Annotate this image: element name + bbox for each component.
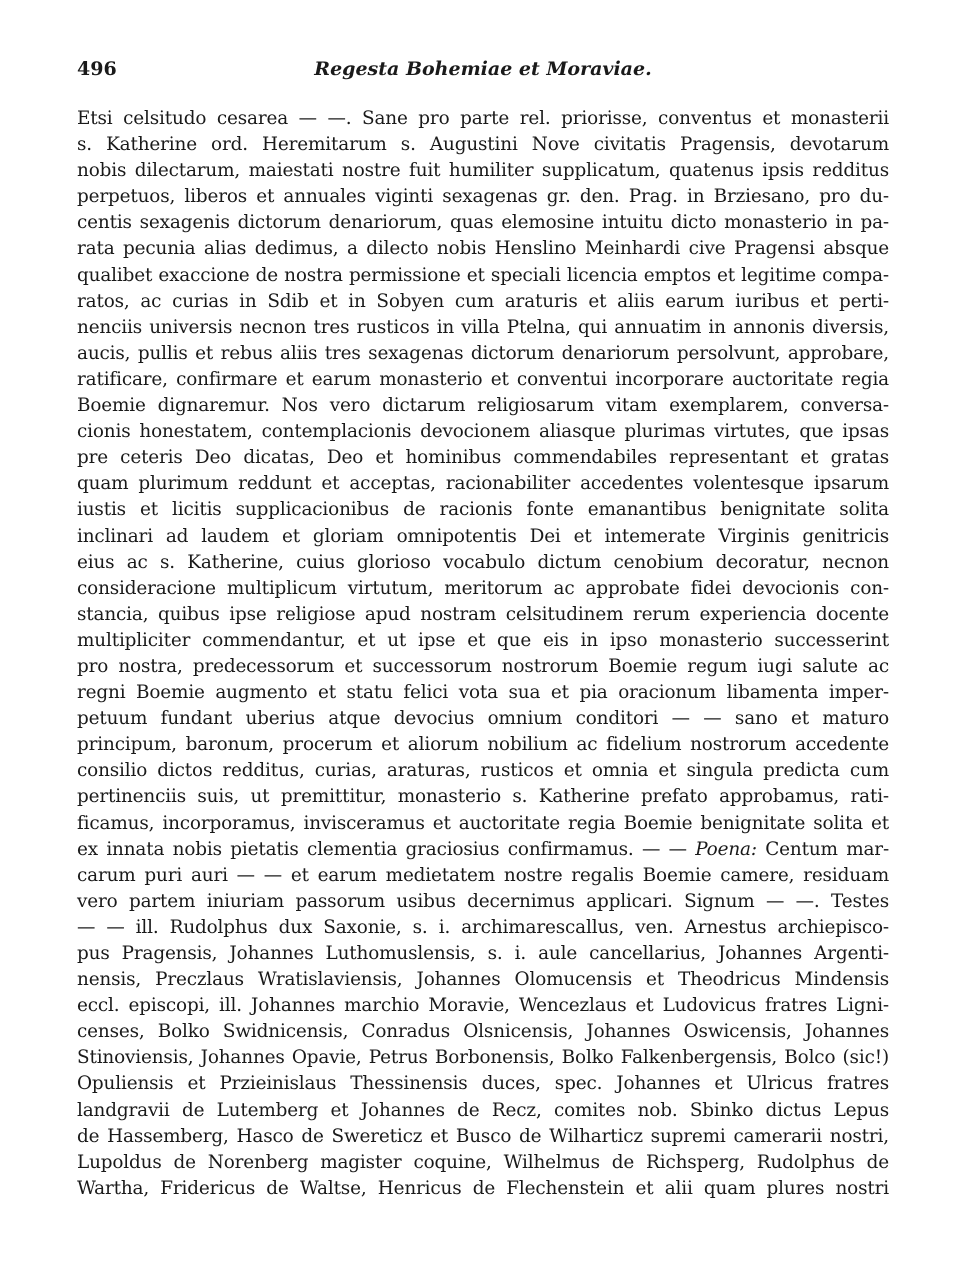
text-line: s. Katherine ord. Heremitarum s. Augustini Nove civitatis Pragensis, devotarum	[77, 134, 889, 156]
text-line: regni Boemie augmento et statu felici vota sua et pia oracionum libamenta imper-	[77, 682, 889, 704]
text-line: vero partem iniuriam passorum usibus decernimus applicari. Signum — —. Testes	[77, 890, 889, 912]
text-line: Etsi celsitudo cesarea — —. Sane pro parte rel. priorisse, conventus et monasterii	[77, 108, 889, 129]
text-line: de Hassemberg, Hasco de Swereticz et Busco de Wilharticz supremi camerarii nostri,	[77, 1125, 889, 1147]
text-line: iustis et licitis supplicacionibus de racionis fonte emanantibus benignitate solita	[77, 499, 889, 521]
text-line: ratificare, confirmare et earum monasterio et conventui incorporare auctoritate regia	[77, 368, 889, 390]
text-line: nensis, Preczlaus Wratislaviensis, Johannes Olomucensis et Theodricus Mindensis	[77, 969, 889, 991]
text-line: quam plurimum reddunt et acceptas, racionabiliter accedentes volentesque ipsarum	[77, 473, 889, 495]
text-line: rata pecunia alias dedimus, a dilecto nobis Henslino Meinhardi cive Pragensi absque	[77, 238, 889, 260]
text-line: pro nostra, predecessorum et successorum nostrorum Boemie regum iugi salute ac	[77, 655, 889, 677]
text-line: principum, baronum, procerum et aliorum nobilium ac fidelium nostrorum accedente	[77, 734, 889, 756]
text-line: consideracione multiplicum virtutum, meritorum ac approbate fidei devocionis con-	[77, 577, 889, 599]
text-line: ratos, ac curias in Sdib et in Sobyen cum araturis et aliis earum iuribus et perti-	[77, 290, 889, 312]
text-line: inclinari ad laudem et gloriam omnipotentis Dei et intemerate Virginis genitricis	[77, 525, 889, 547]
text-line: Stinoviensis, Johannes Opavie, Petrus Borbonensis, Bolko Falkenbergensis, Bolco (sic!)	[77, 1047, 889, 1069]
text-line: Lupoldus de Norenberg magister coquine, Wilhelmus de Richsperg, Rudolphus de	[77, 1151, 889, 1173]
running-title: Regesta Bohemiae et Moraviae.	[314, 58, 652, 80]
text-line: centis sexagenis dictorum denariorum, quas elemosine intuitu dicto monasterio in pa-	[77, 212, 889, 234]
text-line: — — ill. Rudolphus dux Saxonie, s. i. archimarescallus, ven. Arnestus archiepisco-	[77, 916, 889, 938]
text-line: censes, Bolko Swidnicensis, Conradus Olsnicensis, Johannes Oswicensis, Johannes	[77, 1021, 889, 1043]
text-line: cionis honestatem, contemplacionis devocionem aliasque plurimas virtutes, que ipsas	[77, 421, 889, 443]
text-line: consilio dictos redditus, curias, araturas, rusticos et omnia et singula predicta cum	[77, 760, 889, 782]
text-line: Wartha, Fridericus de Waltse, Henricus de Flechenstein et alii quam plures nostri	[77, 1177, 889, 1199]
text-line: multipliciter commendantur, et ut ipse et que eis in ipso monasterio successerint	[77, 629, 889, 651]
text-line: pus Pragensis, Johannes Luthomuslensis, s. i. aule cancellarius, Johannes Argenti-	[77, 943, 889, 964]
text-line: stancia, quibus ipse religiose apud nostram celsitudinem rerum experiencia docente	[77, 603, 889, 625]
text-line: ficamus, incorporamus, invisceramus et auctoritate regia Boemie benignitate solita et	[77, 812, 889, 834]
text-line: perpetuos, liberos et annuales viginti sexagenas gr. den. Prag. in Brziesano, pro du-	[77, 186, 889, 208]
text-line: carum puri auri — — et earum medietatem nostre regalis Boemie camere, residuam	[77, 864, 889, 886]
text-line: Opuliensis et Przieinislaus Thessinensis duces, spec. Johannes et Ulricus fratres	[77, 1073, 889, 1095]
text-line: petuum fundant uberius atque devocius omnium conditori — — sano et maturo	[77, 708, 889, 730]
text-line: pertinenciis suis, ut premittitur, monasterio s. Katherine prefato approbamus, rati-	[77, 786, 889, 808]
text-line: qualibet exaccione de nostra permissione et speciali licencia emptos et legitime compa-	[77, 264, 889, 286]
body-text	[77, 106, 889, 1202]
text-line: Boemie dignaremur. Nos vero dictarum religiosarum vitam exemplarem, conversa-	[77, 395, 889, 417]
page-number: 496	[77, 58, 117, 80]
text-line: eius ac s. Katherine, cuius glorioso vocabulo dictum cenobium decoratur, necnon	[77, 551, 889, 573]
text-line: landgravii de Lutemberg et Johannes de Recz, comites nob. Sbinko dictus Lepus	[77, 1099, 889, 1121]
text-line: nobis dilectarum, maiestati nostre fuit humiliter supplicatum, quatenus ipsis redditus	[77, 160, 889, 182]
text-line: nenciis universis necnon tres rusticos in villa Ptelna, qui annuatim in annonis diversis,	[77, 316, 889, 338]
text-line: aucis, pullis et rebus aliis tres sexagenas dictorum denariorum persolvunt, approbare,	[77, 342, 889, 364]
text-line: pre ceteris Deo dicatas, Deo et hominibus commendabiles representant et gratas	[77, 447, 889, 469]
text-line: eccl. episcopi, ill. Johannes marchio Moravie, Wencezlaus et Ludovicus fratres Ligni-	[77, 995, 889, 1017]
text-line: ex innata nobis pietatis clementia graciosius confirmamus. — — Poena: Centum mar-	[77, 838, 890, 860]
page-header	[77, 58, 889, 88]
